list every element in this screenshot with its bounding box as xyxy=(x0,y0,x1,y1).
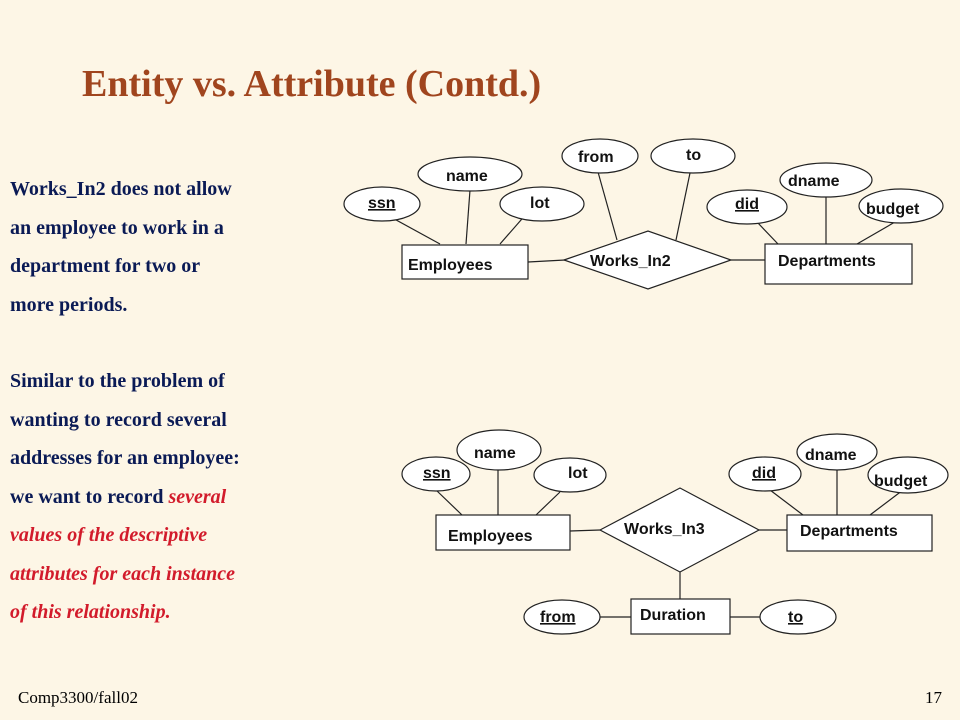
attribute-dname-label: dname xyxy=(788,173,840,190)
attribute-ssn-label: ssn xyxy=(368,195,396,212)
er-diagram-works-in2 xyxy=(344,139,943,289)
attribute-did-label: did xyxy=(752,465,776,482)
attribute-lot-label: lot xyxy=(530,195,550,212)
attribute-lot-label: lot xyxy=(568,465,588,482)
attribute-dname-label: dname xyxy=(805,447,857,464)
connector-line xyxy=(870,490,903,515)
attribute-from-label: from xyxy=(540,609,576,626)
connector-line xyxy=(598,172,617,240)
attribute-budget-label: budget xyxy=(866,201,920,218)
emphasis-line: values of the descriptive xyxy=(10,524,208,546)
body-line: addresses for an employee: xyxy=(10,447,240,469)
entity-duration-label: Duration xyxy=(640,607,706,624)
entity-employees-label: Employees xyxy=(408,257,493,274)
relationship-works-in3-label: Works_In3 xyxy=(624,521,705,538)
entity-departments-label: Departments xyxy=(778,253,876,270)
body-line: Works_In2 does not allow xyxy=(10,178,232,200)
body-line: Similar to the problem of xyxy=(10,370,225,392)
connector-line xyxy=(676,173,690,240)
body-line: more periods. xyxy=(10,293,128,316)
connector-line xyxy=(466,190,470,244)
attribute-did-label: did xyxy=(735,196,759,213)
body-line: department for two or xyxy=(10,255,201,277)
connector-line xyxy=(857,222,895,244)
emphasis-line: attributes for each instance xyxy=(10,562,236,585)
attribute-from-label: from xyxy=(578,149,614,166)
connector-line xyxy=(528,260,565,262)
entity-departments-label: Departments xyxy=(800,523,898,540)
emphasis-line: of this relationship. xyxy=(10,601,171,623)
connector-line xyxy=(570,530,600,531)
body-line: an employee to work in a xyxy=(10,216,224,239)
page-number: 17 xyxy=(925,688,942,707)
attribute-to-label: to xyxy=(788,609,804,626)
attribute-ssn-label: ssn xyxy=(423,465,451,482)
body-text-plain: we want to record xyxy=(10,485,169,508)
er-diagram-works-in3 xyxy=(402,430,948,634)
entity-employees-label: Employees xyxy=(448,528,533,545)
emphasis-text: several xyxy=(168,485,227,508)
body-line: wanting to record several xyxy=(10,408,227,431)
attribute-name-label: name xyxy=(474,445,516,462)
footer-course: Comp3300/fall02 xyxy=(18,688,138,707)
attribute-name-label: name xyxy=(446,168,488,185)
relationship-works-in2-label: Works_In2 xyxy=(590,253,671,270)
attribute-budget-label: budget xyxy=(874,473,928,490)
attribute-to-label: to xyxy=(686,147,702,164)
slide-title: Entity vs. Attribute (Contd.) xyxy=(82,63,542,105)
connector-line xyxy=(536,492,560,515)
connector-line xyxy=(770,490,803,515)
connector-line xyxy=(436,490,462,515)
connector-line xyxy=(757,222,778,244)
